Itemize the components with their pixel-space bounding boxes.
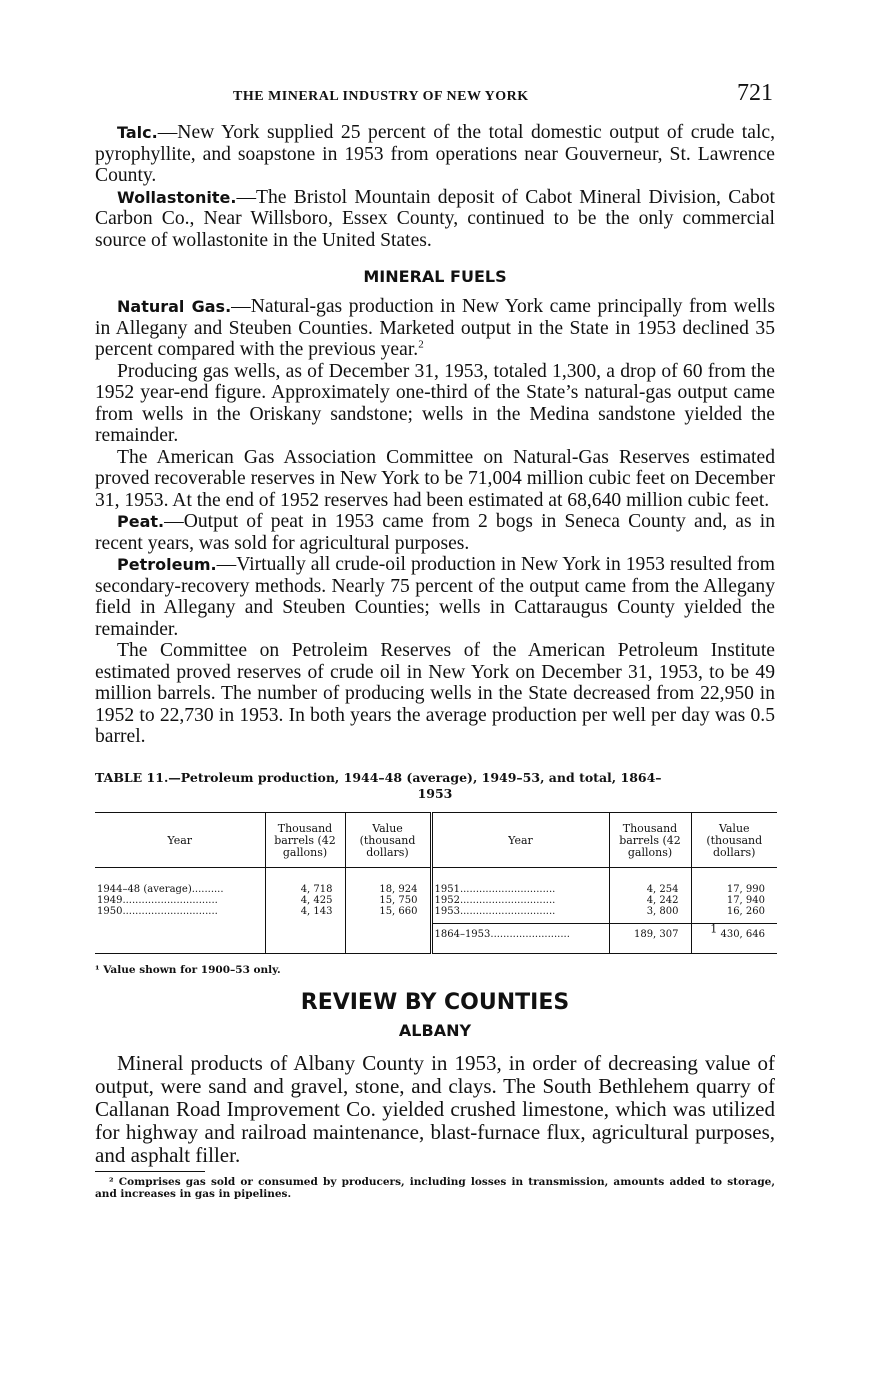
header-barrels-left: Thousand barrels (42 gallons) — [265, 812, 345, 867]
header-value-right: Value (thousand dollars) — [691, 812, 777, 867]
natural-gas-text: —Natural-gas production in New York came principally from wells in Allegany and Steuben Counties. Marketed output in the State in 1953 declined 35 percent compared with the previous year. — [95, 296, 776, 360]
talc-text: —New York supplied 25 percent of the total domestic output of crude talc, pyrophyllite, and soapstone in 1953 from operations near Gouverneur, St. Lawrence County. — [95, 122, 775, 186]
cell-year: 1953.............................. — [431, 906, 609, 917]
cell-year: 1949.............................. — [97, 894, 218, 906]
page-footnote: ² Comprises gas sold or consumed by producers, including losses in transmission, amounts added to storage, and increases in gas in pipelines. — [95, 1175, 775, 1200]
natural-gas-paragraph — [95, 296, 775, 361]
header-barrels-right: Thousand barrels (42 gallons) — [609, 812, 691, 867]
petroleum-text: —Virtually all crude-oil production in New York in 1953 resulted from secondary-recovery methods. Nearly 75 percent of the output came from the Allegany field in Allegany and Steuben Counties; wells in Cattaraugus County yielded the remainder. — [95, 554, 775, 640]
cell-barrels: 4, 254 — [609, 867, 691, 895]
cell-value: 18, 924 — [345, 867, 431, 895]
petroleum-lead: Petroleum. — [117, 555, 217, 574]
cell-barrels: 4, 718 — [265, 867, 345, 895]
wollastonite-text: —The Bristol Mountain deposit of Cabot Mineral Division, Cabot Carbon Co., Near Willsboro, Essex County, continued to be the only commercial source of wollastonite in the United States. — [95, 186, 775, 251]
table-total-row — [95, 923, 777, 953]
mineral-fuels-heading: MINERAL FUELS — [363, 267, 507, 286]
cell-year: 1944–48 (average).......... — [97, 883, 224, 895]
cell-year: 1951.............................. — [431, 867, 609, 895]
cell-barrels: 4, 242 — [609, 895, 691, 906]
total-value: 430, 646 — [720, 928, 765, 940]
cell-year: 1952.............................. — [431, 895, 609, 906]
header-year-left: Year — [95, 812, 265, 867]
peat-text: —Output of peat in 1953 came from 2 bogs in Seneca County and, as in recent years, was sold for agricultural purposes. — [95, 511, 775, 554]
wollastonite-paragraph — [95, 187, 775, 252]
table-caption-line2: 1953 — [417, 785, 453, 801]
gas-wells-paragraph: Producing gas wells, as of December 31, 1953, totaled 1,300, a drop of 60 from the 1952 year-end figure. Approximately one-third of the State’s natural-gas output came from wells in the Oriskany sandstone; wells in the Medina sandstone yielded the remainder. — [95, 360, 775, 446]
table-row — [95, 895, 777, 906]
cell-barrels: 4, 425 — [265, 895, 345, 906]
petroleum-table — [95, 812, 777, 954]
talc-paragraph — [95, 122, 775, 187]
cell-value: 17, 940 — [691, 895, 777, 906]
cell-total-year: 1864–1953......................... — [431, 923, 609, 953]
cell-value: 16, 260 — [691, 906, 777, 917]
cell-year: 1950.............................. — [97, 905, 218, 917]
aga-reserves-paragraph: The American Gas Association Committee on Natural-Gas Reserves estimated proved recoverable reserves in New York to be 71,004 million cubic feet on December 31, 1953. At the end of 1952 reserves had been estimated at 68,640 million cubic feet. — [95, 446, 775, 511]
albany-heading: ALBANY — [398, 1020, 472, 1040]
natural-gas-lead: Natural Gas. — [117, 297, 232, 316]
cell-barrels: 4, 143 — [265, 906, 345, 917]
cell-total-barrels: 189, 307 — [609, 923, 691, 953]
cell-value: 15, 660 — [345, 906, 431, 917]
petroleum-paragraph — [95, 554, 775, 640]
cell-value: 15, 750 — [345, 895, 431, 906]
header-value-left: Value (thousand dollars) — [345, 812, 431, 867]
footnote-rule — [95, 1171, 205, 1172]
table-row — [95, 867, 777, 895]
albany-paragraph: Mineral products of Albany County in 1953, in order of decreasing value of output, were sand and gravel, stone, and clays. The South Bethlehem quarry of Callanan Road Improvement Co. yielded crushed limestone, which was utilized for highway and railroad maintenance, blast-furnace flux, agricultural purposes, and asphalt filler. — [95, 1050, 775, 1167]
page — [95, 80, 775, 1200]
running-head — [95, 80, 775, 110]
table-header-row — [95, 812, 777, 867]
footnote-ref-2: 2 — [418, 338, 424, 351]
cell-total-value — [691, 923, 777, 953]
running-head-title: THE MINERAL INDUSTRY OF NEW YORK — [233, 89, 529, 104]
peat-lead: Peat. — [117, 512, 165, 531]
talc-lead: Talc. — [117, 123, 158, 142]
table-footnote: ¹ Value shown for 1900–53 only. — [95, 963, 281, 976]
cell-value: 17, 990 — [691, 867, 777, 895]
review-by-counties-heading: REVIEW BY COUNTIES — [300, 989, 570, 1015]
header-year-right: Year — [431, 812, 609, 867]
table-caption — [95, 770, 775, 802]
total-value-note: 1 — [710, 922, 718, 936]
table-row — [95, 906, 777, 917]
api-reserves-paragraph: The Committee on Petroleim Reserves of the American Petroleum Institute estimated proved reserves of crude oil in New York on December 31, 1953, to be 49 million barrels. The number of producing wells in the State decreased from 22,950 in 1952 to 22,730 in 1953. In both years the average production per well per day was 0.5 barrel. — [95, 640, 775, 747]
page-number: 721 — [737, 80, 773, 106]
peat-paragraph — [95, 511, 775, 554]
wollastonite-lead: Wollastonite. — [117, 187, 237, 207]
table-caption-line1: TABLE 11.—Petroleum production, 1944–48 (average), 1949–53, and total, 1864– — [95, 769, 662, 785]
cell-barrels: 3, 800 — [609, 906, 691, 917]
